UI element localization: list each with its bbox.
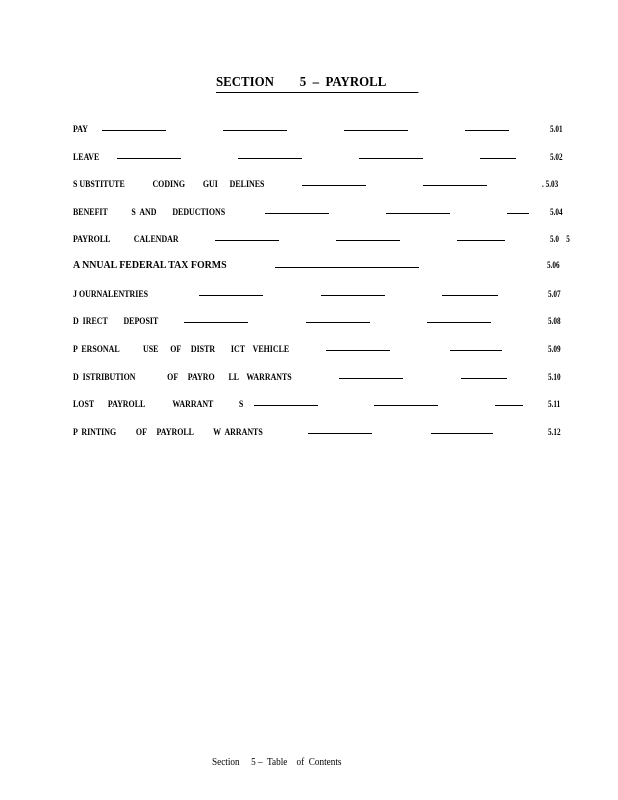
leader-line	[386, 213, 450, 214]
leader-line	[374, 405, 438, 406]
leader-line	[302, 185, 366, 186]
leader-line	[450, 350, 502, 351]
toc-entry-label: A NNUAL FEDERAL TAX FORMS	[73, 259, 227, 271]
page-title: SECTION 5 – PAYROLL	[216, 74, 418, 93]
toc-entry-substitute-coding-guidelines[interactable]	[0, 177, 618, 191]
toc-entry-page: 5.11	[548, 399, 561, 409]
toc-entry-page: 5.09	[548, 344, 561, 354]
toc-entry-benefits-and-deductions[interactable]	[0, 205, 618, 219]
toc-entry-distribution-of-payroll-warrants[interactable]	[0, 370, 618, 384]
toc-entry-label: P RINTING OF PAYROLL W ARRANTS	[73, 427, 263, 437]
toc-entry-lost-payroll-warrants[interactable]	[0, 397, 618, 411]
toc-entry-label: PAYROLL CALENDAR	[73, 234, 179, 244]
toc-entry-leave[interactable]	[0, 150, 618, 164]
leader-line	[423, 185, 487, 186]
leader-line	[215, 240, 279, 241]
leader-line	[480, 158, 516, 159]
leader-line	[238, 158, 302, 159]
toc-entry-page: 5.08	[548, 316, 561, 326]
leader-line	[461, 378, 507, 379]
leader-line	[223, 130, 287, 131]
leader-line	[308, 433, 372, 434]
leader-line	[495, 405, 523, 406]
toc-entry-label: LOST PAYROLL WARRANT S	[73, 399, 244, 409]
leader-line	[442, 295, 498, 296]
leader-line	[275, 267, 419, 268]
leader-line	[336, 240, 400, 241]
leader-line	[427, 322, 491, 323]
leader-line	[326, 350, 390, 351]
leader-line	[339, 378, 403, 379]
leader-line	[254, 405, 318, 406]
leader-line	[465, 130, 509, 131]
page-footer: Section 5 – Table of Contents	[212, 757, 342, 768]
toc-entry-pay[interactable]	[0, 122, 618, 136]
leader-line	[344, 130, 408, 131]
toc-entry-label: D ISTRIBUTION OF PAYRO LL WARRANTS	[73, 372, 292, 382]
toc-entry-label: BENEFIT S AND DEDUCTIONS	[73, 207, 226, 217]
toc-entry-printing-of-payroll-warrants[interactable]	[0, 425, 618, 439]
leader-line	[199, 295, 263, 296]
toc-entry-page: 5.12	[548, 427, 561, 437]
leader-line	[265, 213, 329, 214]
toc-entry-annual-federal-tax-forms[interactable]	[0, 258, 618, 272]
toc-entry-page: 5.0 5	[550, 234, 570, 244]
leader-line	[507, 213, 529, 214]
leader-line	[431, 433, 493, 434]
toc-entry-page: 5.02	[550, 152, 563, 162]
toc-entry-page: 5.04	[550, 207, 563, 217]
toc-entry-label: PAY	[73, 124, 88, 134]
leader-line	[102, 130, 166, 131]
toc-entry-page: 5.07	[548, 289, 561, 299]
toc-entry-page: 5.01	[550, 124, 563, 134]
leader-line	[306, 322, 370, 323]
toc-entry-page: 5.06	[547, 260, 560, 270]
toc-entry-label: J OURNALENTRIES	[73, 289, 149, 299]
toc-entry-journal-entries[interactable]	[0, 287, 618, 301]
toc-entry-personal-use-of-district-vehicle[interactable]	[0, 342, 618, 356]
leader-line	[321, 295, 385, 296]
toc-entry-payroll-calendar[interactable]	[0, 232, 618, 246]
toc-entry-direct-deposit[interactable]	[0, 314, 618, 328]
toc-entry-label: LEAVE	[73, 152, 100, 162]
toc-entry-page: . 5.03	[542, 179, 559, 189]
toc-entry-label: P ERSONAL USE OF DISTR ICT VEHICLE	[73, 344, 290, 354]
toc-entry-page: 5.10	[548, 372, 561, 382]
leader-line	[117, 158, 181, 159]
toc-entry-label: S UBSTITUTE CODING GUI DELINES	[73, 179, 265, 189]
leader-line	[184, 322, 248, 323]
leader-line	[457, 240, 505, 241]
toc-entry-label: D IRECT DEPOSIT	[73, 316, 159, 326]
leader-line	[359, 158, 423, 159]
